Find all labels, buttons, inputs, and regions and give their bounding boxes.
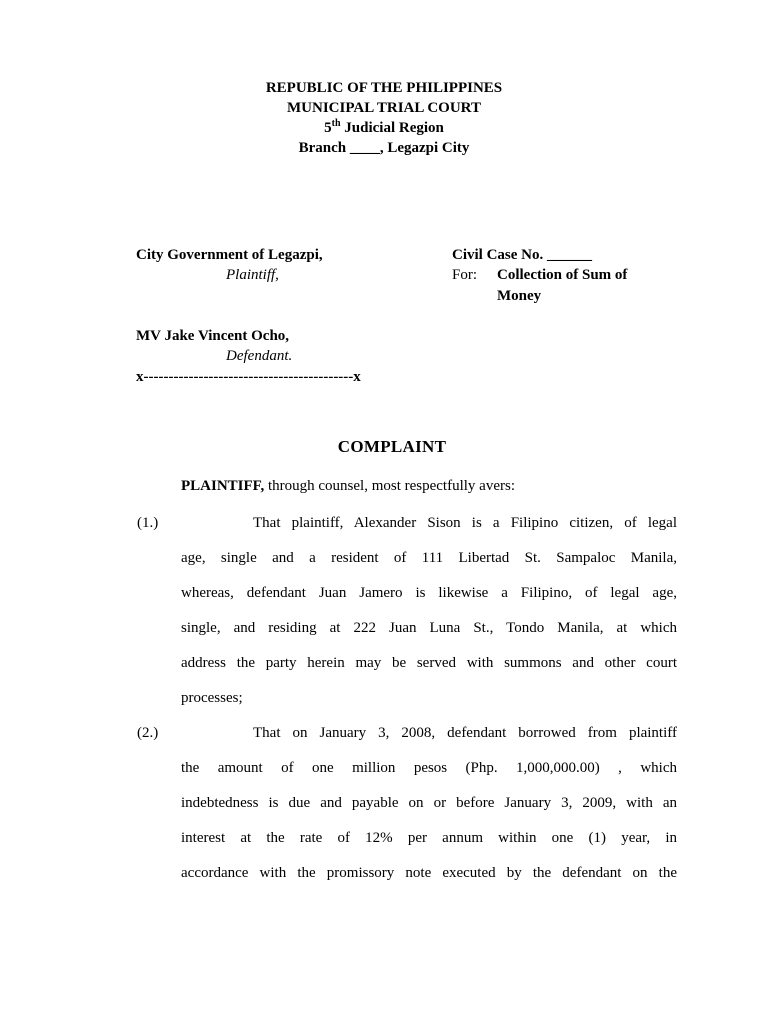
paragraph-1-line: whereas, defendant Juan Jamero is likewise a Filipino, of legal age, [181,585,677,601]
plaintiff-name: City Government of Legazpi, [136,247,323,263]
paragraph-1-number: (1.) [137,515,159,531]
header-court: MUNICIPAL TRIAL COURT [287,100,481,116]
caption-separator: x------------------------------------------x [136,369,361,385]
intro-text: through counsel, most respectfully avers: [264,478,515,494]
paragraph-1-line: processes; [181,690,243,706]
paragraph-1-line: That plaintiff, Alexander Sison is a Filipino citizen, of legal [253,515,677,531]
case-nature-line1: Collection of Sum of [497,267,628,283]
region-text: Judicial Region [340,120,444,136]
for-label: For: [452,267,478,283]
header-region [0,118,768,138]
paragraph-2-line: indebtedness is due and payable on or before January 3, 2009, with an [181,795,677,811]
paragraph-1-line: age, single and a resident of 111 Libertad St. Sampaloc Manila, [181,550,677,566]
paragraph-2-line: interest at the rate of 12% per annum within one (1) year, in [181,830,677,846]
court-header [0,78,768,158]
defendant-name: MV Jake Vincent Ocho, [136,328,290,344]
region-number: 5 [324,120,332,136]
paragraph-2-number: (2.) [137,725,159,741]
paragraph-2-line: accordance with the promissory note executed by the defendant on the [181,865,677,881]
document-title: COMPLAINT [337,437,447,456]
defendant-role: Defendant. [226,348,293,364]
intro-line [181,476,515,496]
case-nature-line2: Money [497,288,542,304]
paragraph-1-line: address the party herein may be served with summons and other court [181,655,677,671]
plaintiff-role: Plaintiff, [226,267,279,283]
paragraph-2-line: the amount of one million pesos (Php. 1,000,000.00) , which [181,760,677,776]
intro-plaintiff: PLAINTIFF, [181,478,265,494]
case-number: Civil Case No. ______ [452,247,592,263]
header-branch: Branch ____, Legazpi City [298,140,470,156]
header-republic: REPUBLIC OF THE PHILIPPINES [265,80,503,96]
region-suffix: th [331,118,341,129]
paragraph-2-line: That on January 3, 2008, defendant borrowed from plaintiff [253,725,677,741]
paragraph-1-line: single, and residing at 222 Juan Luna St., Tondo Manila, at which [181,620,677,636]
